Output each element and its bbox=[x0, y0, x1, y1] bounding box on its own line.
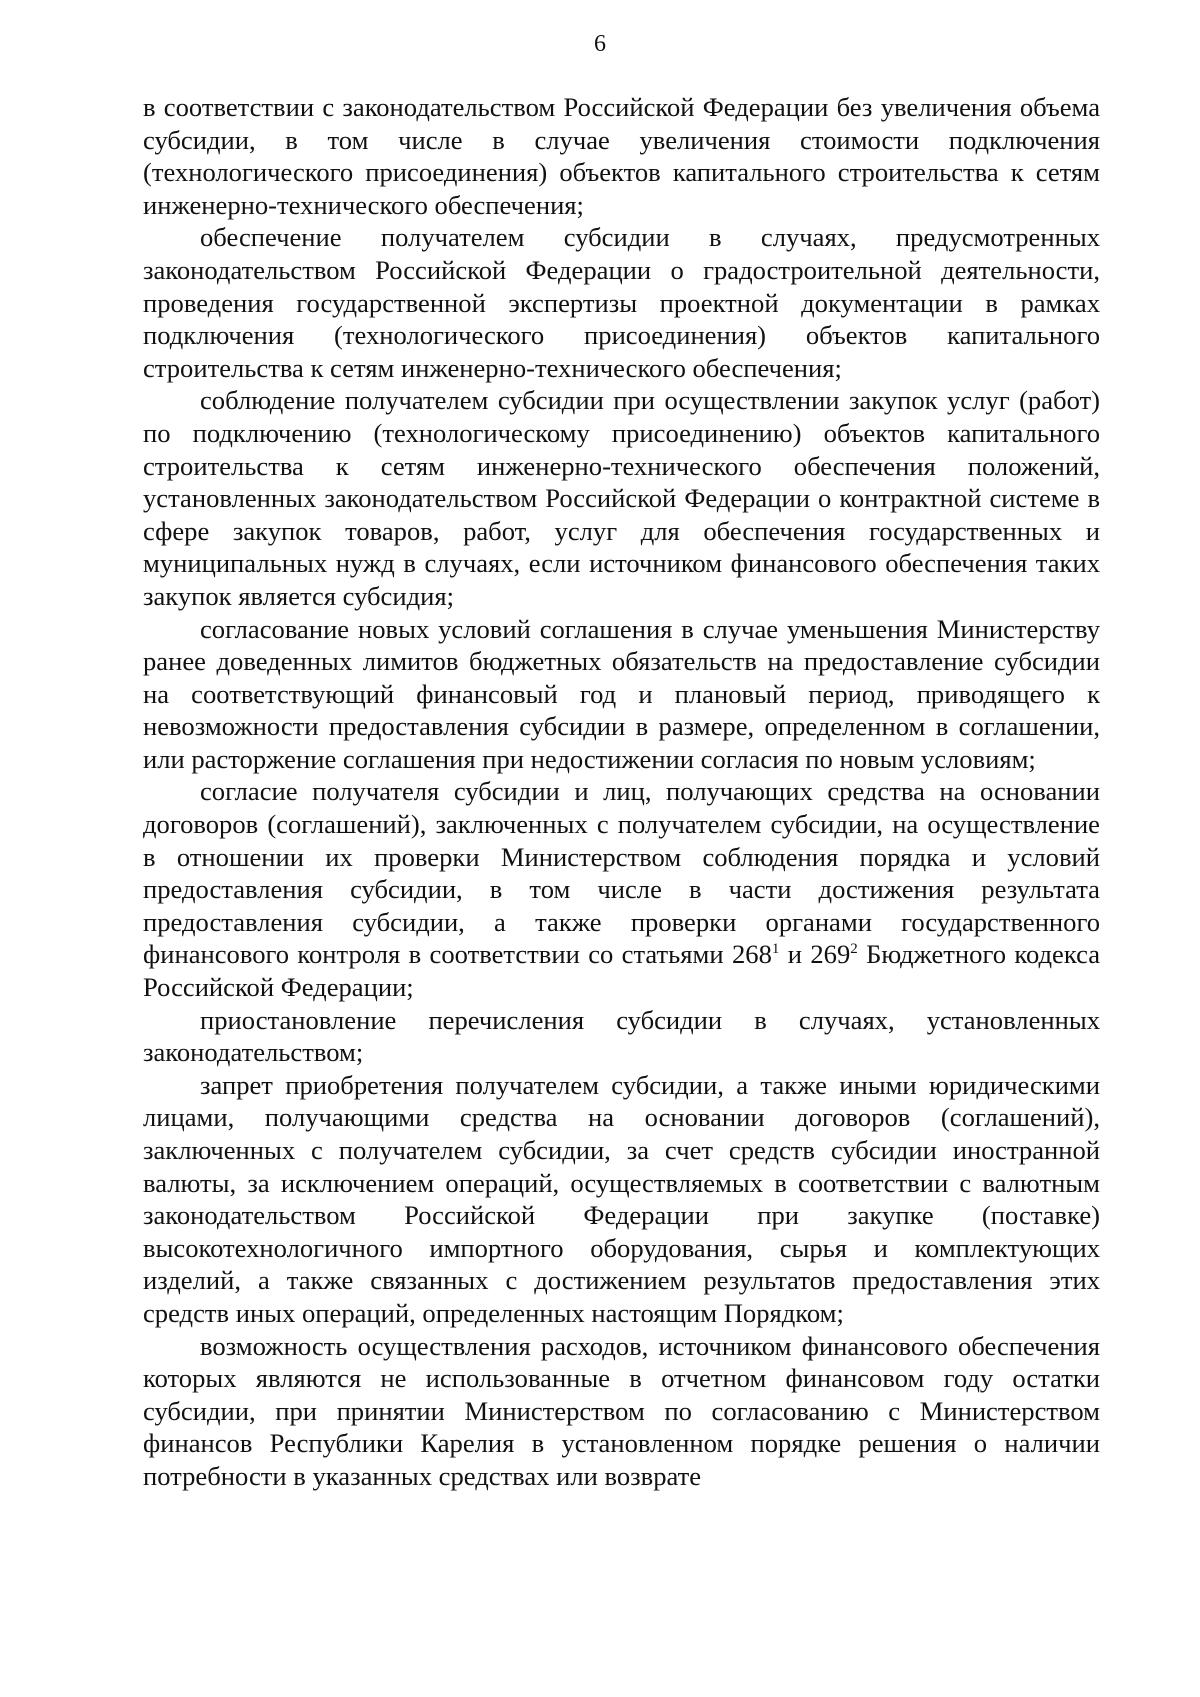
paragraph: обеспечение получателем субсидии в случаях, предусмотренных законодательством Российской Федерации о градостроительной деятельности, проведения государственной экспертизы проектной документации в рамках подключения (технологического присоединения) объектов капитального строительства к сетям инженерно-технического обеспечения; bbox=[143, 222, 1100, 383]
paragraph-text-part: согласие получателя субсидии и лиц, получающих средства на основании договоров (соглашений), заключенных с получателем субсидии, на осуществление в отношении их проверки Министерством соблюдения порядка и условий предоставления субсидии, в том числе в части достижения результата предоставления субсидии, а также проверки органами государственного финансового контроля в соответствии со статьями 268 bbox=[143, 776, 1100, 970]
paragraph: согласование новых условий соглашения в случае уменьшения Министерству ранее доведенных лимитов бюджетных обязательств на предоставление субсидии на соответствующий финансовый год и плановый период, приводящего к невозможности предоставления субсидии в размере, определенном в соглашении, или расторжение соглашения при недостижении согласия по новым условиям; bbox=[143, 613, 1100, 774]
paragraph-with-footnote-refs bbox=[143, 775, 1100, 1003]
paragraph-text-part: и 269 bbox=[779, 939, 851, 970]
paragraph-text-part: Бюджетного кодекса Российской Федерации; bbox=[143, 939, 1101, 1003]
superscript-2: 2 bbox=[850, 941, 858, 958]
paragraph: в соответствии с законодательством Российской Федерации без увеличения объема субсидии, в том числе в случае увеличения стоимости подключения (технологического присоединения) объектов капитального строительства к сетям инженерно-технического обеспечения; bbox=[143, 92, 1100, 220]
superscript-1: 1 bbox=[771, 941, 780, 958]
paragraph: возможность осуществления расходов, источником финансового обеспечения которых являются не использованные в отчетном финансовом году остатки субсидии, при принятии Министерством по согласованию с Министерством финансов Республики Карелия в установленном порядке решения о наличии потребности в указанных средствах или возврате bbox=[143, 1330, 1100, 1491]
document-body bbox=[143, 91, 1100, 1493]
paragraph: соблюдение получателем субсидии при осуществлении закупок услуг (работ) по подключению (технологическому присоединению) объектов капитального строительства к сетям инженерно-технического обеспечения положений, установленных законодательством Российской Федерации о контрактной системе в сфере закупок товаров, работ, услуг для обеспечения государственных и муниципальных нужд в случаях, если источником финансового обеспечения таких закупок является субсидия; bbox=[143, 385, 1100, 611]
page-number: 6 bbox=[594, 31, 606, 57]
paragraph: запрет приобретения получателем субсидии, а также иными юридическими лицами, получающими средства на основании договоров (соглашений), заключенных с получателем субсидии, за счет средств субсидии иностранной валюты, за исключением операций, осуществляемых в соответствии с валютным законодательством Российской Федерации при закупке (поставке) высокотехнологичного импортного оборудования, сырья и комплектующих изделий, а также связанных с достижением результатов предоставления этих средств иных операций, определенных настоящим Порядком; bbox=[143, 1069, 1100, 1328]
paragraph: приостановление перечисления субсидии в случаях, установленных законодательством; bbox=[143, 1004, 1100, 1068]
